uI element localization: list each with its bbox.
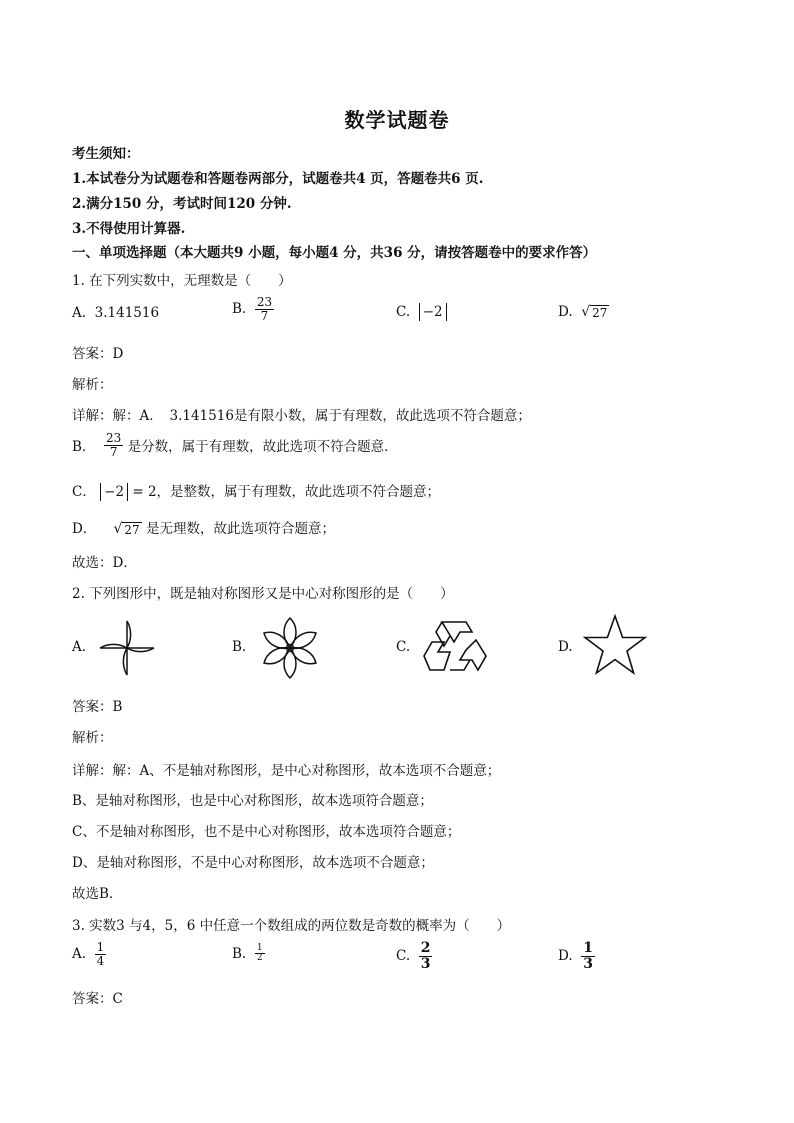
section-heading: 一、单项选择题（本大题共9 小题，每小题4 分，共36 分，请按答题卷中的要求作答）	[72, 245, 597, 261]
q1-choice: 故选：D．	[72, 555, 137, 571]
q1-detail-b	[72, 432, 398, 458]
detail-text: 是无理数，故此选项符合题意；	[146, 521, 335, 537]
notice-heading: 考生须知：	[72, 146, 140, 162]
fraction	[255, 944, 265, 964]
q1-option-d	[558, 304, 609, 320]
square-root	[114, 521, 142, 537]
fraction-numerator: 1	[256, 943, 263, 953]
fraction	[255, 296, 274, 322]
detail-label: C．	[72, 484, 96, 500]
fraction-denominator: 7	[109, 444, 118, 459]
q1-answer: 答案：D	[72, 346, 124, 362]
option-label: D.	[558, 948, 573, 965]
q2-detail-d: D、是轴对称图形，不是中心对称图形，故本选项不合题意；	[72, 855, 434, 871]
q1-option-c	[396, 303, 447, 321]
q2-choice: 故选B．	[72, 886, 123, 902]
pinwheel-icon	[94, 615, 160, 681]
option-label: A.	[72, 946, 87, 963]
fraction-numerator: 23	[256, 295, 273, 309]
q1-detail-c	[72, 480, 440, 501]
detail-label: D．	[72, 521, 97, 537]
star-icon	[582, 613, 648, 677]
q1-detail-d	[72, 517, 335, 537]
q2-option-c-label: C.	[396, 639, 411, 655]
option-value: 3.141516	[94, 305, 160, 321]
recycle-triangle-icon	[420, 618, 488, 676]
q2-analysis: 解析：	[72, 730, 113, 746]
detail-text: = 2，是整数，属于有理数，故此选项不符合题意；	[132, 484, 441, 500]
q3-option-d	[558, 941, 595, 971]
sqrt-icon: √	[113, 521, 123, 537]
q2-stem: 2. 下列图形中，既是轴对称图形又是中心对称图形的是（ ）	[72, 586, 454, 602]
fraction-numerator: 1	[96, 940, 105, 954]
notice-item-2: 2.满分150 分，考试时间120 分钟.	[72, 196, 292, 212]
notice-item-1: 1.本试卷分为试题卷和答题卷两部分，试题卷共4 页，答题卷共6 页.	[72, 171, 484, 187]
fraction-numerator: 23	[106, 431, 122, 445]
fraction-denominator: 3	[583, 955, 593, 972]
fraction	[419, 941, 433, 971]
q2-detail-b: B、是轴对称图形，也是中心对称图形，故本选项符合题意；	[72, 793, 433, 809]
absolute-value: −2	[419, 303, 447, 321]
radicand: 27	[124, 523, 140, 537]
q2-option-d-label: D.	[558, 639, 573, 655]
q3-stem: 3. 实数3 与4，5，6 中任意一个数组成的两位数是奇数的概率为（ ）	[72, 918, 511, 934]
notice-item-3: 3.不得使用计算器.	[72, 221, 186, 237]
radicand: 27	[592, 306, 608, 320]
option-label: A.	[72, 305, 87, 321]
option-label: B.	[232, 945, 247, 962]
q1-stem: 1. 在下列实数中，无理数是（ ）	[72, 273, 292, 289]
fraction	[581, 941, 595, 971]
sqrt-icon: √	[581, 304, 591, 320]
q1-detail-a: 详解：解：A． 3.141516是有限小数，属于有理数，故此选项不符合题意；	[72, 408, 531, 424]
fraction-denominator: 2	[256, 953, 263, 964]
absolute-value: −2	[100, 483, 128, 501]
q3-answer: 答案：C	[72, 991, 123, 1007]
fraction	[95, 941, 107, 967]
q3-option-c	[396, 941, 432, 971]
q1-option-b	[232, 296, 274, 322]
fraction-numerator: 2	[420, 940, 431, 956]
option-label: C.	[396, 948, 411, 965]
page-title: 数学试题卷	[344, 108, 450, 132]
option-label: B.	[232, 301, 247, 318]
fraction	[104, 432, 123, 458]
q1-option-a	[72, 305, 159, 321]
detail-label: B．	[72, 439, 96, 456]
q2-detail-a: 详解：解：A、不是轴对称图形，是中心对称图形，故本选项不合题意；	[72, 763, 501, 779]
square-root	[581, 304, 609, 320]
fraction-denominator: 7	[260, 308, 269, 323]
fraction-denominator: 4	[96, 953, 105, 968]
fraction-denominator: 3	[420, 955, 431, 972]
q2-option-a-label: A.	[72, 639, 87, 655]
q3-option-b	[232, 944, 265, 964]
detail-text: 是分数，属于有理数，故此选项不符合题意．	[127, 439, 398, 456]
flower-icon	[256, 614, 324, 682]
option-label: C.	[396, 304, 411, 320]
fraction-numerator: 1	[583, 940, 593, 956]
q1-analysis: 解析：	[72, 377, 113, 393]
q2-answer: 答案：B	[72, 699, 123, 715]
q2-option-b-label: B.	[232, 639, 247, 655]
q2-detail-c: C、不是轴对称图形，也不是中心对称图形，故本选项符合题意；	[72, 824, 461, 840]
q3-option-a	[72, 941, 106, 967]
option-label: D.	[558, 304, 573, 320]
